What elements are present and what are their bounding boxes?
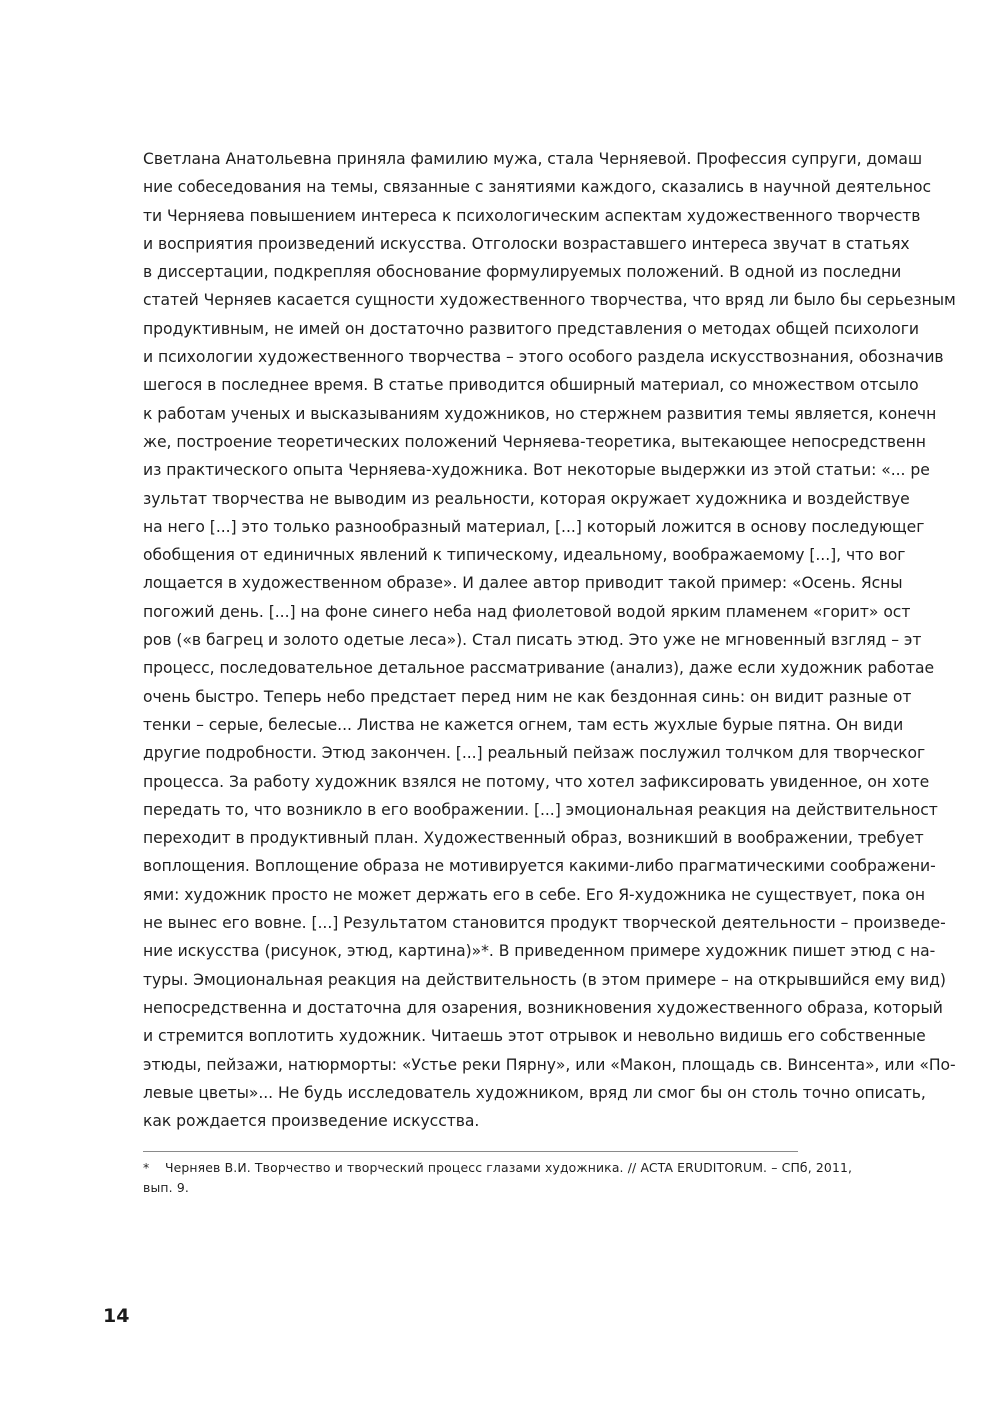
text-line: другие подробности. Этюд закончен. [...] реальный пейзаж послужил толчком для творческог	[143, 744, 926, 763]
text-line: лощается в художественном образе». И далее автор приводит такой пример: «Осень. Ясны	[143, 574, 903, 593]
text-line: и психологии художественного творчества – этого особого раздела искусствознания, обозначив	[143, 348, 944, 367]
text-line: ние искусства (рисунок, этюд, картина)»*. В приведенном примере художник пишет этюд с на-	[143, 942, 936, 961]
page-number: 14	[103, 1305, 130, 1327]
text-line: процесс, последовательное детальное рассматривание (анализ), даже если художник работае	[143, 659, 935, 678]
text-line: на него [...] это только разнообразный материал, [...] который ложится в основу последующег	[143, 517, 925, 536]
text-line: же, построение теоретических положений Черняева-теоретика, вытекающее непосредственн	[143, 432, 926, 451]
text-line: зультат творчества не выводим из реальности, которая окружает художника и воздействуе	[143, 489, 910, 508]
footnote-line-continuation: вып. 9.	[143, 1180, 189, 1195]
text-line: передать то, что возникло в его воображении. [...] эмоциональная реакция на действительност	[143, 800, 938, 819]
text-line: ние собеседования на темы, связанные с занятиями каждого, сказались в научной деятельнос	[143, 178, 932, 197]
text-line: шегося в последнее время. В статье приводится обширный материал, со множеством отсыло	[143, 376, 919, 395]
text-line: из практического опыта Черняева-художника. Вот некоторые выдержки из этой статьи: «... ре	[143, 461, 930, 480]
footnote	[143, 1158, 978, 1198]
text-line: туры. Эмоциональная реакция на действительность (в этом примере – на открывшийся ему вид)	[143, 970, 946, 989]
text-line: и восприятия произведений искусства. Отголоски возраставшего интереса звучат в статьях	[143, 234, 910, 253]
text-line: к работам ученых и высказываниям художников, но стержнем развития темы является, конечн	[143, 404, 937, 423]
text-line: и стремится воплотить художник. Читаешь этот отрывок и невольно видишь его собственные	[143, 1027, 926, 1046]
text-line: продуктивным, не имей он достаточно развитого представления о методах общей психологи	[143, 319, 920, 338]
footnote-separator	[143, 1151, 798, 1152]
footnote-marker: *	[143, 1160, 150, 1175]
text-line: очень быстро. Теперь небо предстает перед ним не как бездонная синь: он видит разные от	[143, 687, 912, 706]
text-line: ями: художник просто не может держать его в себе. Его Я-художника не существует, пока он	[143, 885, 925, 904]
text-line: обобщения от единичных явлений к типическому, идеальному, воображаемому [...], что вог	[143, 546, 906, 565]
text-line: непосредственна и достаточна для озарения, возникновения художественного образа, который	[143, 998, 943, 1017]
text-line: левые цветы»... Не будь исследователь художником, вряд ли смог бы он столь точно описать,	[143, 1083, 926, 1102]
text-line: погожий день. [...] на фоне синего неба над фиолетовой водой ярким пламенем «горит» ост	[143, 602, 911, 621]
text-line: как рождается произведение искусства.	[143, 1112, 480, 1131]
text-line: этюды, пейзажи, натюрморты: «Устье реки Пярну», или «Макон, площадь св. Винсента», или «По-	[143, 1055, 956, 1074]
text-line: ти Черняева повышением интереса к психологическим аспектам художественного творчеств	[143, 206, 921, 225]
text-line: Светлана Анатольевна приняла фамилию мужа, стала Черняевой. Профессия супруги, домаш	[143, 150, 923, 168]
text-line: не вынес его вовне. [...] Результатом становится продукт творческой деятельности – произведе-	[143, 914, 946, 933]
footnote-citation: Черняев В.И. Творчество и творческий процесс глазами художника. // ACTA ERUDITORUM. – СПб, 2011,	[165, 1160, 853, 1175]
text-line: процесса. За работу художник взялся не потому, что хотел зафиксировать увиденное, он хоте	[143, 772, 930, 791]
text-line: воплощения. Воплощение образа не мотивируется какими-либо прагматическими соображени-	[143, 857, 936, 876]
text-line: тенки – серые, белесые... Листва не кажется огнем, там есть жухлые бурые пятна. Он види	[143, 715, 904, 734]
text-line: в диссертации, подкрепляя обоснование формулируемых положений. В одной из последни	[143, 263, 902, 282]
text-line: ров («в багрец и золото одетые леса»). Стал писать этюд. Это уже не мгновенный взгляд – эт	[143, 631, 922, 650]
footnote-line	[143, 1158, 978, 1178]
text-line: статей Черняев касается сущности художественного творчества, что вряд ли было бы серьезным	[143, 291, 956, 310]
main-text-block	[143, 145, 1000, 1135]
text-line: переходит в продуктивный план. Художественный образ, возникший в воображении, требует	[143, 829, 924, 848]
